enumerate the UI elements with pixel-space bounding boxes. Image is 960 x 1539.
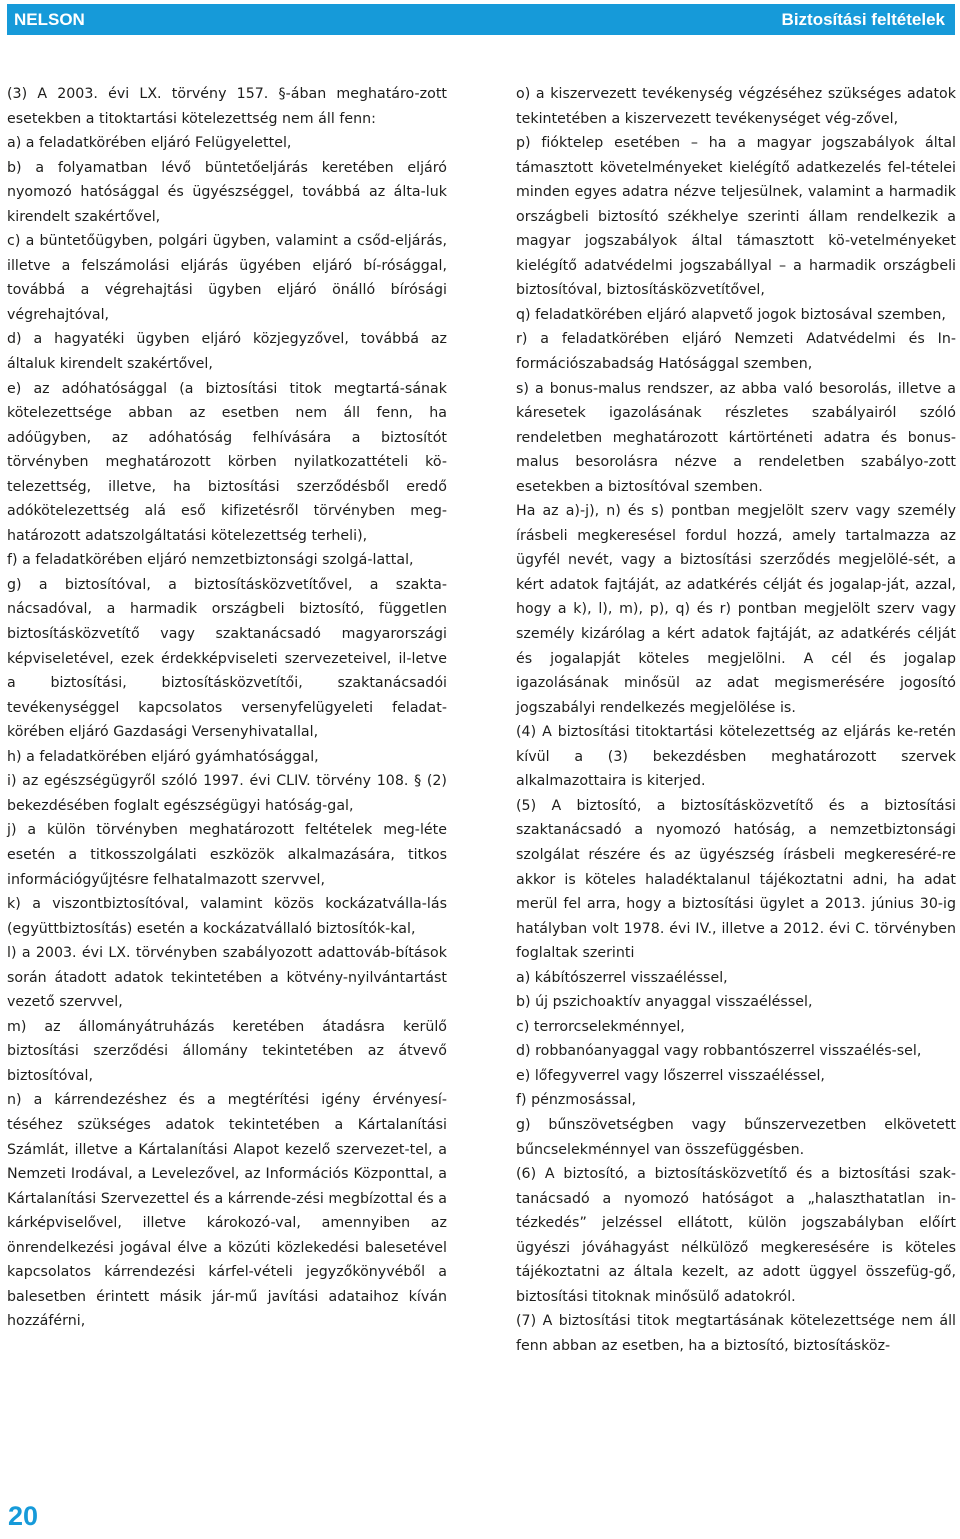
list-item: e) lőfegyverrel vagy lőszerrel visszaéléssel,: [516, 1067, 825, 1084]
list-item: q) feladatkörében eljáró alapvető jogok biztosával szemben,: [516, 306, 946, 323]
page-number: 20: [8, 1501, 39, 1531]
list-item: k) a viszontbiztosítóval, valamint közös kockázatválla-lás (együttbiztosítás) esetén a kockázatvállaló biztosítók-kal,: [7, 896, 447, 937]
list-item: e) az adóhatósággal (a biztosítási titok megtartá-sának kötelezettsége abban az esetben nem áll fenn, ha adóügyben, az adóhatóság felhívására a biztosítót törvényben meghatározott körben nyilatkozattételi kö-telezettség, illetve, ha biztosítási szerződésből eredő adókötelezettség alá eső kifizetésről törvényben meg-határozott adatszolgáltatási kötelezettség terheli),: [7, 380, 447, 544]
list-item: r) a feladatkörében eljáró Nemzeti Adatvédelmi és In-formációszabadság Hatósággal szemben,: [516, 331, 956, 373]
list-item: a) kábítószerrel visszaéléssel,: [516, 969, 728, 986]
list-item: d) a hagyatéki ügyben eljáró közjegyzővel, továbbá az általuk kirendelt szakértővel,: [7, 331, 447, 373]
paragraph: (4) A biztosítási titoktartási kötelezettség az eljárás ke-retén kívül a (3) bekezdésben meghatározott szervek alkalmazottaira is kiterjed.: [516, 724, 956, 790]
document-title: Biztosítási feltételek: [781, 9, 945, 29]
page-header: [7, 4, 955, 35]
list-item: c) terrorcselekménnyel,: [516, 1018, 685, 1035]
paragraph: (5) A biztosító, a biztosításközvetítő és a biztosítási szaktanácsadó a nyomozó hatóság, a nemzetbiztonsági szolgálat részére és az ügyészség írásbeli megkereséré-re akkor is köteles haladéktalanul tájékoztatni adni, ha adat merül fel arra, hogy a biztosítási ügylet a 2013. június 30-ig hatályban volt 1978. évi IV., illetve a 2012. évi C. törvényben foglaltak szerinti: [516, 797, 956, 962]
list-item: l) a 2003. évi LX. törvényben szabályozott adattováb-bítások során átadott adatok tekintetében a kötvény-nyilvántartást vezető szervvel,: [7, 945, 447, 1011]
list-item: f) a feladatkörében eljáró nemzetbiztonsági szolgá-lattal,: [7, 552, 414, 569]
list-item: i) az egészségügyről szóló 1997. évi CLIV. törvény 108. § (2) bekezdésében foglalt egészségügyi hatóság-gal,: [7, 773, 447, 814]
list-item: m) az állományátruházás keretében átadásra kerülő biztosítási szerződési állomány tekintetében az átvevő biztosítóval,: [7, 1018, 447, 1084]
list-item: o) a kiszervezett tevékenység végzéséhez szükséges adatok tekintetében a kiszervezett tevékenységet vég-zővel,: [516, 86, 956, 127]
list-item: f) pénzmosással,: [516, 1092, 637, 1109]
list-item: g) a biztosítóval, a biztosításközvetítővel, a szakta-nácsadóval, a harmadik országbeli biztosító, független biztosításközvetítő vagy szaktanácsadó magyarországi képviseletével, ezek érdekképviseleti szervezeteivel, il-letve a biztosítási, biztosításközvetítői, szaktanácsadói tevékenységgel kapcsolatos versenyfelügyeleti feladat-körében eljáró Gazdasági Versenyhivatallal,: [7, 576, 447, 741]
list-item: d) robbanóanyaggal vagy robbantószerrel visszaélés-sel,: [516, 1043, 922, 1060]
left-column: [7, 82, 447, 1334]
list-item: n) a kárrendezéshez és a megtérítési igény érvényesí-téséhez szükséges adatok tekintetében a Kártalanítási Számlát, illetve a Kártalanítási Alapot kezelő szervezet-tel, a Nemzeti Irodával, a Levelezővel, az Információs Központtal, a Kártalanítási Szervezettel és a kárrende-zési megbízottal és a kárképviselővel, illetve károkozó-val, amennyiben az önrendelkezési jogával élve a közúti közlekedési balesetével kapcsolatos kárrendezési kárfel-vételi jegyzőkönyvéből a balesetben érintett másik jár-mű javítási adataihoz kíván hozzáférni,: [7, 1092, 447, 1330]
list-item: h) a feladatkörében eljáró gyámhatósággal,: [7, 748, 319, 765]
brand-name: NELSON: [14, 9, 85, 29]
paragraph: Ha az a)-j), n) és s) pontban megjelölt szerv vagy személy írásbeli megkeresésel fordul hozzá, amely tartalmazza az ügyfél nevét, vagy a biztosítási szerződés megjelölé-sét, a kért adatok fajtáját, az adatkérés célját és jogalap-ját, azzal, hogy a k), l), m), p), q) és r) pontban megjelölt szerv vagy személy kizárólag a kért adatok fajtáját, az adatkérés célját és jogalapját köteles megjelölni. A cél és jogalap igazolásának minősül az adat megismerésére jogosító jogszabályi rendelkezés megjelölése is.: [516, 503, 956, 716]
paragraph: (3) A 2003. évi LX. törvény 157. §-ában meghatáro-zott esetekben a titoktartási kötelezettség nem áll fenn:: [7, 86, 447, 127]
list-item: j) a külön törvényben meghatározott feltételek meg-léte esetén a titkosszolgálati eszközök alkalmazására, titkos információgyűjtésre felhatalmazott szervvel,: [7, 822, 447, 888]
list-item: p) fióktelep esetében – ha a magyar jogszabályok által támasztott követelményeket kielégítő adatkezelés fel-tételei minden egyes adatra nézve teljesülnek, valamint a harmadik országbeli biztosító székhelye szerinti állam rendelkezik a magyar jogszabályok által támasztott kö-vetelményeket kielégítő adatvédelmi jogszabállyal – a harmadik országbeli biztosítóval, biztosításközvetítővel,: [516, 135, 956, 299]
right-column: [516, 82, 956, 1358]
list-item: a) a feladatkörében eljáró Felügyelettel,: [7, 135, 292, 152]
paragraph: (7) A biztosítási titok megtartásának kötelezettsége nem áll fenn abban az esetben, ha a biztosító, biztosításköz-: [516, 1313, 956, 1354]
list-item: g) bűnszövetségben vagy bűnszervezetben elkövetett bűncselekménnyel van összefüggésben.: [516, 1116, 956, 1158]
list-item: s) a bonus-malus rendszer, az abba való besorolás, illetve a káresetek igazolásának részletes szabályairól szóló rendeletben meghatározott kártörténeti adatra és bonus-malus besorolásra nézve a rendeletben szabályo-zott esetekben a biztosítóval szemben.: [516, 380, 956, 495]
list-item: b) a folyamatban lévő büntetőeljárás keretében eljáró nyomozó hatósággal és ügyészséggel, továbbá az álta-luk kirendelt szakértővel,: [7, 159, 447, 225]
paragraph: (6) A biztosító, a biztosításközvetítő és a biztosítási szak-tanácsadó a nyomozó hatóságot a „halaszthatatlan in-tézkedés” jelzéssel ellátott, külön jogszabályban előírt ügyészi jóváhagyást nélkülöző megkeresésére is köteles tájékoztatni az általa kezelt, az adott üggyel összefüg-gő, biztosítási titoknak minősülő adatokról.: [516, 1166, 956, 1305]
list-item: c) a büntetőügyben, polgári ügyben, valamint a csőd-eljárás, illetve a felszámolási eljárás ügyében eljáró bí-rósággal, továbbá a végrehajtási ügyben eljáró önálló bírósági végrehajtóval,: [7, 233, 447, 323]
list-item: b) új pszichoaktív anyaggal visszaéléssel,: [516, 994, 813, 1011]
